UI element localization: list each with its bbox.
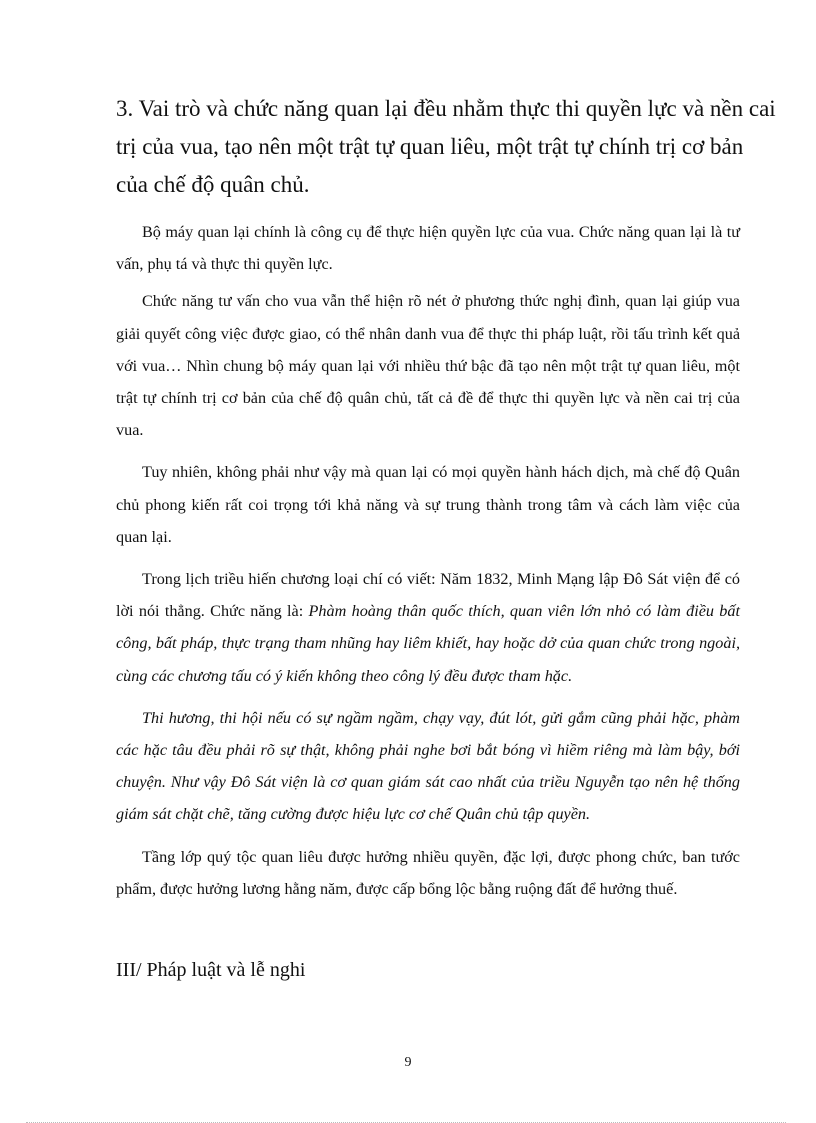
page-number: 9	[404, 1055, 412, 1070]
section-title: III/ Pháp luật và lễ nghi	[116, 959, 306, 981]
do-sat-vien-intro: Trong lịch triều hiến chương loại chí có viết: Năm 1832, Minh Mạng lập Đô Sát viện để có lời nói thẳng. Chức năng là:	[116, 570, 740, 621]
paragraph-role-of-officials: Bộ máy quan lại chính là công cụ để thực hiện quyền lực của vua. Chức năng quan lại là tư vấn, phụ tá và thực thi quyền lực.	[116, 223, 740, 274]
paragraph-aristocracy-privileges: Tầng lớp quý tộc quan liêu được hưởng nhiều quyền, đặc lợi, được phong chức, ban tước phẩm, được hưởng lương hằng năm, được cấp bổng lộc bằng ruộng đất để hưởng thuế.	[116, 847, 740, 898]
paragraph-exam-supervision	[116, 702, 740, 831]
paragraph-loyalty: Tuy nhiên, không phải như vậy mà quan lại có mọi quyền hành hách dịch, mà chế độ Quân chủ phong kiến rất coi trọng tới khả năng và sự trung thành trong tâm và cách làm việc của quan lại.	[116, 463, 740, 546]
section-heading: 3. Vai trò và chức năng quan lại đều nhằm thực thi quyền lực và nền cai trị của vua, tạo nên một trật tự quan liêu, một trật tự chính trị cơ bản của chế độ quân chủ.	[116, 96, 776, 197]
do-sat-vien-quote: Phàm hoàng thân quốc thích, quan viên lớn nhỏ có làm điều bất công, bất pháp, thực trạng tham nhũng hay liêm khiết, hay hoặc dở của quan chức trong ngoài, cùng các chương tấu có ý kiến không theo công lý đều được tham hặc.	[116, 602, 740, 685]
body-text	[116, 216, 740, 905]
paragraph-advisory-function: Chức năng tư vấn cho vua vẫn thể hiện rõ nét ở phương thức nghị đình, quan lại giúp vua giải quyết công việc được giao, có thể nhân danh vua để thực thi pháp luật, rồi tấu trình kết quả với vua… Nhìn chung bộ máy quan lại với nhiều thứ bậc đã tạo nên một trật tự quan liêu, một trật tự chính trị cơ bản của chế độ quân chủ, tất cả đề để thực thi quyền lực và nền cai trị của vua.	[116, 292, 740, 440]
paragraph-do-sat-vien	[116, 563, 740, 692]
exam-supervision-quote: Thi hương, thi hội nếu có sự ngầm ngầm, chạy vạy, đút lót, gửi gắm cũng phải hặc, phàm các hặc tâu đều phải rõ sự thật, không phải nghe bơi bắt bóng vì hiềm riêng mà làm bậy, bới chuyện. Như vậy Đô Sát viện là cơ quan giám sát cao nhất của triều Nguyễn tạo nên hệ thống giám sát chặt chẽ, tăng cường được hiệu lực cơ chế Quân chủ tập quyền.	[116, 708, 740, 824]
